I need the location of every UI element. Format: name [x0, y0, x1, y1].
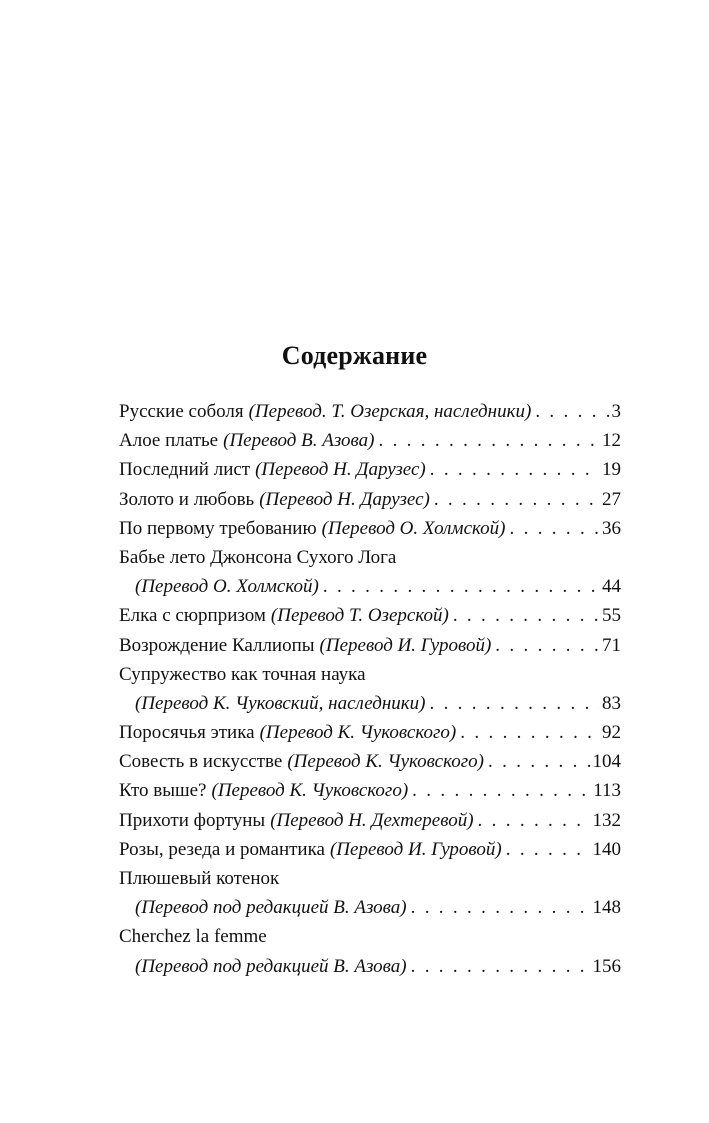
entry-page-number: 36 — [602, 517, 621, 539]
toc-line — [119, 601, 621, 630]
entry-page-number: 113 — [593, 780, 621, 802]
entry-page-number: 140 — [592, 838, 621, 860]
entry-page-number: 92 — [602, 722, 621, 744]
toc-entry — [119, 485, 621, 514]
entry-translator: (Перевод Т. Озерской) — [270, 605, 449, 627]
dot-leader — [453, 601, 600, 630]
entry-title: Елка с сюрпризом — [119, 605, 266, 627]
entry-translator: (Перевод К. Чуковского) — [211, 780, 409, 802]
toc-line — [119, 660, 621, 689]
toc-entry — [119, 806, 621, 835]
entry-page-number: 148 — [592, 897, 621, 919]
dot-leader — [535, 397, 609, 426]
entry-page-number: 19 — [602, 459, 621, 481]
dot-leader — [429, 689, 600, 718]
dot-leader — [488, 747, 590, 776]
entry-title: Кто выше? — [119, 780, 207, 802]
toc-line — [119, 514, 621, 543]
entry-title: Русские соболя — [119, 401, 244, 422]
entry-translator: (Перевод В. Азова) — [223, 430, 375, 452]
dot-leader — [412, 776, 591, 805]
entry-title: Cherchez la femme — [119, 926, 267, 948]
toc-entry — [119, 455, 621, 484]
dot-leader — [434, 485, 600, 514]
toc-line-continuation — [119, 952, 621, 981]
toc-entry — [119, 922, 621, 980]
entry-title: Алое платье — [119, 430, 219, 452]
toc-line — [119, 485, 621, 514]
toc-line — [119, 835, 621, 864]
toc-entry — [119, 864, 621, 922]
entry-translator: (Перевод Н. Дарузес) — [259, 488, 430, 510]
toc-entry — [119, 747, 621, 776]
toc-line — [119, 631, 621, 660]
dot-leader — [510, 514, 601, 543]
entry-translator: (Перевод Н. Дехтеревой) — [270, 809, 474, 831]
entry-title: Золото и любовь — [119, 488, 255, 510]
toc-line — [119, 718, 621, 747]
toc-line — [119, 864, 621, 893]
toc-line-continuation — [119, 893, 621, 922]
toc-entry — [119, 631, 621, 660]
entry-title: Плюшевый котенок — [119, 868, 280, 889]
toc-entry — [119, 543, 621, 601]
entry-translator: (Перевод И. Гуровой) — [319, 634, 492, 656]
entry-translator: (Перевод И. Гуровой) — [329, 838, 502, 860]
toc-line — [119, 543, 621, 572]
toc-entry — [119, 514, 621, 543]
entry-page-number: 3 — [611, 401, 621, 422]
entry-translator: (Перевод К. Чуковский, наследники) — [135, 692, 426, 714]
entry-page-number: 132 — [592, 809, 621, 831]
dot-leader — [430, 455, 600, 484]
toc-line — [119, 806, 621, 835]
entry-page-number: 156 — [592, 955, 621, 977]
entry-page-number: 55 — [602, 605, 621, 627]
toc-line-continuation — [119, 572, 621, 601]
toc-entry — [119, 601, 621, 630]
entry-title: Последний лист — [119, 459, 251, 481]
toc-line — [119, 747, 621, 776]
toc-line — [119, 426, 621, 455]
toc-entry — [119, 660, 621, 718]
entry-title: Совесть в искусстве — [119, 751, 283, 773]
entry-translator: (Перевод под редакцией В. Азова) — [135, 897, 407, 919]
entry-page-number: 12 — [602, 430, 621, 452]
entry-page-number: 83 — [602, 692, 621, 714]
toc-line-continuation — [119, 689, 621, 718]
entry-page-number: 71 — [602, 634, 621, 656]
entry-translator: (Перевод О. Холмской) — [135, 576, 319, 598]
entry-translator: (Перевод под редакцией В. Азова) — [135, 955, 407, 977]
dot-leader — [411, 893, 591, 922]
toc-entry — [119, 718, 621, 747]
toc-entry — [119, 835, 621, 864]
entry-page-number: 27 — [602, 488, 621, 510]
dot-leader — [495, 631, 600, 660]
entry-translator: (Перевод. Т. Озерская, наследники) — [248, 401, 532, 422]
entry-title: Поросячья этика — [119, 722, 255, 744]
entry-page-number: 104 — [592, 751, 621, 773]
entry-title: Розы, резеда и романтика — [119, 838, 325, 860]
entry-page-number: 44 — [602, 576, 621, 598]
entry-title: По первому требованию — [119, 517, 317, 539]
entry-title: Супружество как точная наука — [119, 663, 366, 685]
toc-entry — [119, 397, 621, 426]
entry-translator: (Перевод К. Чуковского) — [287, 751, 485, 773]
dot-leader — [460, 718, 600, 747]
entry-translator: (Перевод Н. Дарузес) — [255, 459, 426, 481]
toc-heading: Содержание — [281, 341, 428, 370]
dot-leader — [323, 572, 600, 601]
entry-title: Прихоти фортуны — [119, 809, 266, 831]
toc-line — [119, 455, 621, 484]
toc-list — [119, 397, 621, 981]
toc-line — [119, 922, 621, 951]
dot-leader — [411, 952, 591, 981]
toc-entry — [119, 426, 621, 455]
entry-translator: (Перевод О. Холмской) — [321, 517, 506, 539]
dot-leader — [506, 835, 591, 864]
entry-title: Бабье лето Джонсона Сухого Лога — [119, 546, 397, 568]
toc-line — [119, 397, 621, 426]
entry-translator: (Перевод К. Чуковского) — [259, 722, 457, 744]
toc-line — [119, 776, 621, 805]
dot-leader — [378, 426, 600, 455]
entry-title: Возрождение Каллиопы — [119, 634, 315, 656]
toc-entry — [119, 776, 621, 805]
dot-leader — [478, 806, 591, 835]
